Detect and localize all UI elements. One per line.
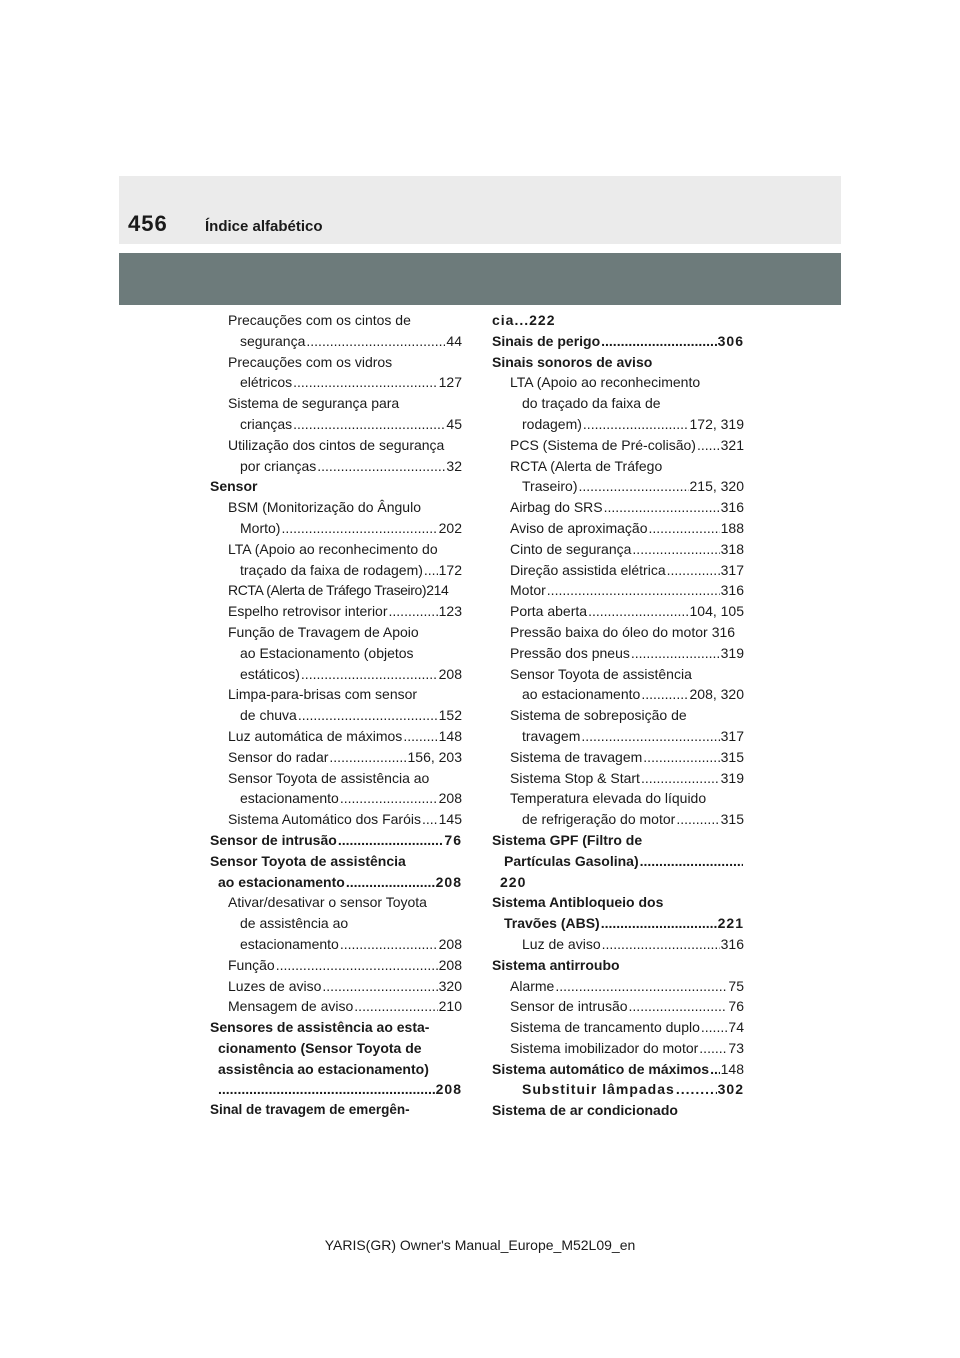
- page-ref: 208: [438, 956, 462, 973]
- index-entry: Luzes de aviso ..... 320: [210, 976, 462, 997]
- page-ref: 306: [717, 332, 744, 349]
- page-ref: 320: [438, 977, 462, 994]
- page-ref: 215, 320: [689, 478, 744, 495]
- index-heading: Sinais sonoros de aviso: [492, 353, 653, 370]
- page-ref: 302: [717, 1081, 744, 1098]
- index-entry: Mensagem de aviso ..... 210: [210, 996, 462, 1017]
- index-entry: RCTA (Alerta de Tráfego Traseiro) ..... 215, 320: [492, 456, 744, 498]
- page-ref: 316: [720, 935, 744, 952]
- index-entry: RCTA (Alerta de Tráfego Traseiro) 214: [210, 580, 462, 601]
- index-entry: Função ..... 208: [210, 955, 462, 976]
- page-ref: 156, 203: [407, 748, 462, 765]
- index-heading: Sensor Toyota de assistência ao estacionamento ..... 208: [210, 851, 462, 893]
- index-entry: Motor ..... 316: [492, 580, 744, 601]
- index-heading: Sistema GPF (Filtro de Partículas Gasolina) ..... 220: [492, 830, 744, 892]
- index-entry: Sistema de sobreposição de travagem ..... 317: [492, 705, 744, 747]
- page-ref: 123: [438, 603, 462, 620]
- index-heading: Sensor: [210, 478, 258, 495]
- index-entry: Sensor Toyota de assistência ao estacionamento ..... 208: [210, 768, 462, 810]
- index-entry: Direção assistida elétrica ..... 317: [492, 560, 744, 581]
- index-entry: PCS (Sistema de Pré-colisão) ..... 321: [492, 435, 744, 456]
- page-ref: 75: [728, 977, 744, 994]
- index-entry: Ativar/desativar o sensor Toyota de assistência ao estacionamento ..... 208: [210, 892, 462, 954]
- index-entry: Sistema imobilizador do motor ..... 73: [492, 1038, 744, 1059]
- page-ref: 319: [720, 769, 744, 786]
- page-ref: 316: [720, 499, 744, 516]
- index-heading: cia...222: [492, 312, 556, 328]
- index-entry: Sensor de intrusão ..... 76: [492, 996, 744, 1017]
- page-ref: 317: [720, 561, 744, 578]
- page-ref: 214: [426, 582, 449, 599]
- page-number: 456: [128, 211, 168, 236]
- index-heading: Sistema automático de máximos ..... 148: [492, 1059, 744, 1080]
- index-entry: Precauções com os vidros elétricos ..... 127: [210, 352, 462, 394]
- index-entry: Cinto de segurança ..... 318: [492, 539, 744, 560]
- page-ref: 148: [438, 727, 462, 744]
- page-ref: 321: [720, 436, 744, 453]
- index-entry: LTA (Apoio ao reconhecimento do traçado da faixa de rodagem) ..... 172, 319: [492, 372, 744, 434]
- index-entry: Pressão dos pneus ..... 319: [492, 643, 744, 664]
- index-heading: Sinal de travagem de emergên-: [210, 1102, 410, 1118]
- index-entry: Porta aberta ..... 104, 105: [492, 601, 744, 622]
- index-entry: Sistema de trancamento duplo ..... 74: [492, 1017, 744, 1038]
- page-ref: 317: [720, 727, 744, 744]
- page-ref: 127: [438, 374, 462, 391]
- index-entry: Utilização dos cintos de segurança por crianças ..... 32: [210, 435, 462, 477]
- index-entry: Airbag do SRS ..... 316: [492, 497, 744, 518]
- index-entry: Limpa-para-brisas com sensor de chuva ..... 152: [210, 684, 462, 726]
- index-entry: Sensor do radar ..... 156, 203: [210, 747, 462, 768]
- index-entry: Temperatura elevada do líquido de refrigeração do motor ..... 315: [492, 788, 744, 830]
- index-heading: Sistema Antibloqueio dos Travões (ABS) ..... 221: [492, 892, 744, 934]
- footer-manual-id: YARIS(GR) Owner's Manual_Europe_M52L09_en: [324, 1237, 636, 1253]
- page-ref: 316: [720, 582, 744, 599]
- index-heading: Sinais de perigo ..... 306: [492, 331, 744, 352]
- page-ref: 172: [438, 561, 462, 578]
- index-entry: Espelho retrovisor interior ..... 123: [210, 601, 462, 622]
- index-entry: BSM (Monitorização do Ângulo Morto) ..... 202: [210, 497, 462, 539]
- index-entry: Função de Travagem de Apoio ao Estacionamento (objetos estáticos) ..... 208: [210, 622, 462, 684]
- page-ref: 319: [720, 644, 744, 661]
- page-ref: 208: [438, 935, 462, 952]
- page-ref: 76: [444, 831, 462, 848]
- index-entry: Sistema de travagem ..... 315: [492, 747, 744, 768]
- page-ref: 148: [720, 1060, 744, 1077]
- page-ref: 32: [446, 457, 462, 474]
- page-ref: 315: [720, 811, 744, 828]
- page-ref: 104, 105: [689, 603, 744, 620]
- page-ref: 208: [438, 790, 462, 807]
- page-ref: 221: [717, 915, 744, 932]
- page-ref: 220: [500, 873, 527, 890]
- index-heading: Substituir lâmpadas ..... 302: [492, 1079, 744, 1100]
- index-heading: Sistema de ar condicionado: [492, 1102, 678, 1119]
- index-entry: Alarme ..... 75: [492, 976, 744, 997]
- index-entry: Precauções com os cintos de segurança ..... 44: [210, 310, 462, 352]
- index-entry: Luz automática de máximos ..... 148: [210, 726, 462, 747]
- page-ref: 45: [446, 415, 462, 432]
- page-ref: 145: [438, 811, 462, 828]
- page-ref: 152: [438, 707, 462, 724]
- index-entry: Sensor Toyota de assistência ao estacionamento ..... 208, 320: [492, 664, 744, 706]
- page-ref: 44: [446, 332, 462, 349]
- page-ref: 315: [720, 748, 744, 765]
- page-ref: 208, 320: [689, 686, 744, 703]
- page-ref: 210: [438, 998, 462, 1015]
- index-column-right: [492, 310, 744, 1121]
- page-ref: 208: [438, 665, 462, 682]
- index-heading: Sensores de assistência ao esta- cionamento (Sensor Toyota de assistência ao estacionamento) ..... 208: [210, 1017, 462, 1100]
- page-ref: 208: [435, 873, 462, 890]
- page-ref: 318: [720, 540, 744, 557]
- index-entry: Sistema de segurança para crianças ..... 45: [210, 393, 462, 435]
- page-ref: 73: [728, 1039, 744, 1056]
- index-heading: Sensor de intrusão ..... 76: [210, 830, 462, 851]
- page-ref: 74: [728, 1019, 744, 1036]
- index-entry: Luz de aviso ..... 316: [492, 934, 744, 955]
- page-ref: 172, 319: [689, 415, 744, 432]
- page-ref: 316: [711, 623, 736, 640]
- page-ref: 202: [438, 519, 462, 536]
- page-ref: 76: [728, 998, 744, 1015]
- page-ref: 208: [435, 1081, 462, 1098]
- index-column-left: [210, 310, 462, 1121]
- index-entry: Aviso de aproximação ..... 188: [492, 518, 744, 539]
- index-entry: Sistema Automático dos Faróis ..... 145: [210, 809, 462, 830]
- section-title: Índice alfabético: [205, 218, 323, 235]
- index-entry: Pressão baixa do óleo do motor 316: [492, 622, 744, 643]
- page-ref: 188: [720, 519, 744, 536]
- header-dark-band: [119, 253, 841, 305]
- index-entry: Sistema Stop & Start ..... 319: [492, 768, 744, 789]
- index-entry: LTA (Apoio ao reconhecimento do traçado da faixa de rodagem) ..... 172: [210, 539, 462, 581]
- index-heading: Sistema antirroubo: [492, 956, 620, 973]
